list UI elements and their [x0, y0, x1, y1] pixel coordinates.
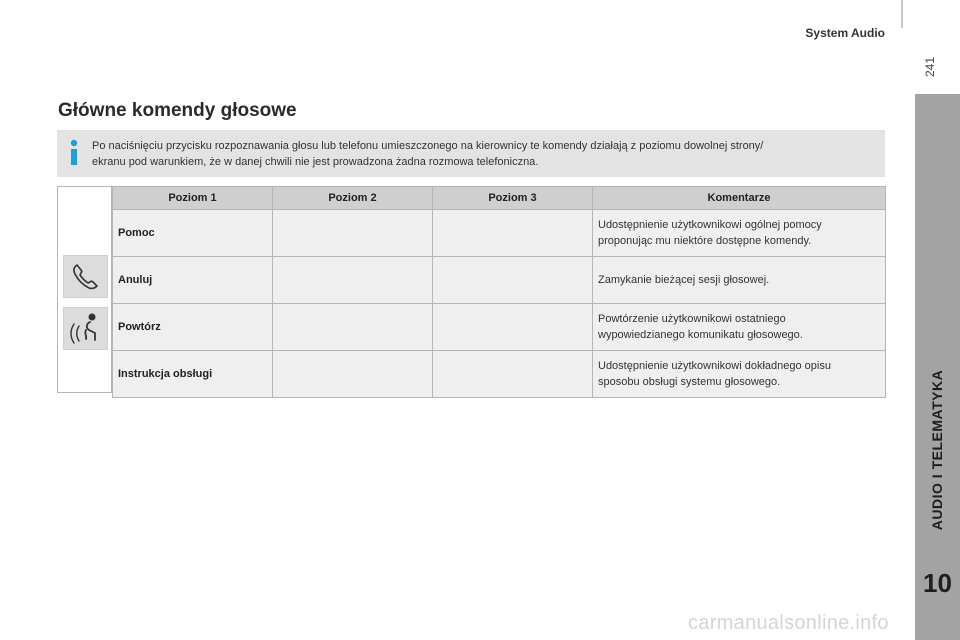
table-row: [113, 351, 886, 398]
header-level-1: Poziom 1: [113, 187, 273, 210]
comment-cell: [593, 257, 886, 304]
comment-cell: [593, 304, 886, 351]
info-text-line: Po naciśnięciu przycisku rozpoznawania głosu lub telefonu umieszczonego na kierownicy te komendy działają z poziomu dowolnej strony/: [92, 140, 764, 152]
chapter-label: AUDIO I TELEMATYKA: [929, 369, 945, 531]
info-text-line: ekranu pod warunkiem, że w danej chwili nie jest prowadzona żadna rozmowa telefoniczna.: [92, 156, 539, 168]
level-3-cell: [433, 351, 593, 398]
icon-column: [57, 186, 112, 393]
header-divider: [901, 0, 903, 28]
table-row: [113, 257, 886, 304]
comment-line: Udostępnienie użytkownikowi dokładnego opisu: [598, 360, 831, 372]
phone-handset-icon: [63, 255, 108, 298]
comment-line: Zamykanie bieżącej sesji głosowej.: [598, 274, 770, 286]
level-3-cell: [433, 257, 593, 304]
level-2-cell: [273, 351, 433, 398]
table-header-row: [113, 187, 886, 210]
comment-cell: [593, 351, 886, 398]
level-2-cell: [273, 210, 433, 257]
level-2-cell: [273, 304, 433, 351]
comment-line: proponując mu niektóre dostępne komendy.: [598, 235, 812, 247]
table-row: [113, 210, 886, 257]
command-cell: Instrukcja obsługi: [113, 351, 273, 398]
level-3-cell: [433, 210, 593, 257]
info-text: [92, 138, 877, 170]
section-title: System Audio: [805, 26, 885, 40]
header-level-2: Poziom 2: [273, 187, 433, 210]
page-title: Główne komendy głosowe: [58, 100, 297, 121]
info-icon: [65, 139, 83, 167]
command-cell: Anuluj: [113, 257, 273, 304]
chapter-side-tab: [915, 94, 960, 640]
voice-command-icon: [63, 307, 108, 350]
comment-line: Powtórzenie użytkownikowi ostatniego: [598, 313, 786, 325]
watermark: carmanualsonline.info: [688, 612, 889, 634]
header-comments: Komentarze: [593, 187, 886, 210]
info-box: [57, 130, 885, 177]
voice-commands-table: [112, 186, 886, 398]
chapter-number: 10: [923, 568, 952, 598]
command-cell: Powtórz: [113, 304, 273, 351]
page-number: 241: [923, 56, 937, 77]
table-row: [113, 304, 886, 351]
header-level-3: Poziom 3: [433, 187, 593, 210]
comment-cell: [593, 210, 886, 257]
level-3-cell: [433, 304, 593, 351]
comment-line: wypowiedzianego komunikatu głosowego.: [598, 329, 803, 341]
level-2-cell: [273, 257, 433, 304]
command-cell: Pomoc: [113, 210, 273, 257]
comment-line: sposobu obsługi systemu głosowego.: [598, 376, 781, 388]
comment-line: Udostępnienie użytkownikowi ogólnej pomocy: [598, 219, 822, 231]
